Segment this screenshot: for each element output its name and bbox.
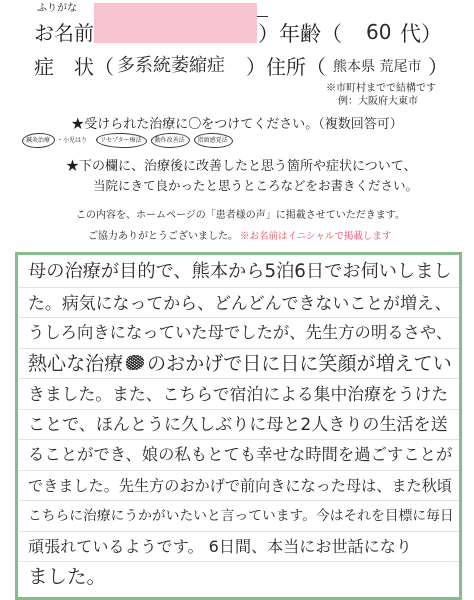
treatment-option-label: リセプター療法 [100,138,142,144]
treatment-option-label-wrap [26,138,50,144]
testimonial-line-text: た。病気になってから、どんどんできないことが増え、 [28,292,452,313]
age-label: ）年齢（ [258,23,342,46]
testimonial-line-text: 母の治療が目的で、熊本から5泊6日でお伺いしまし [28,261,452,282]
treatment-option-shinkyu [20,138,50,144]
selection-circle [22,132,56,148]
age-value: 60 [366,20,392,44]
testimonial-line [18,440,459,471]
name-label: お名前 [34,23,94,45]
treatment-prompt: ★受けられた治療に〇をつけてください。（複数回答可） [71,116,403,131]
bullet: ・ [57,138,64,144]
furigana-label: ふりがな [37,3,77,14]
address-label: ）住所（ [246,57,326,79]
testimonial-line-text: できました。先生方のおかげで前向きになった母は、また秋頃 [28,476,452,495]
treatment-option-label-wrap [100,138,142,144]
address-value: 熊本県 荒尾市 [333,59,422,75]
treatment-option-dosa-kaizen [149,138,185,144]
testimonial-line [18,532,459,563]
publication-notice: この内容を、ホームページの「患者様の声」に掲載させていただきます。 [76,210,405,221]
testimonial-line [18,349,459,380]
address-close-paren: ） [428,57,448,79]
testimonial-line-text: きました。また、こちらで宿泊による集中治療をうけた [28,384,449,404]
testimonial-line [18,288,459,319]
testimonial-line [18,410,459,441]
treatment-option-label: 指頭感覚法 [197,138,228,144]
testimonial-line-text: こちらに治療にうかがいたいと言っています。今はそれを目標に毎日 [28,508,454,524]
selection-circle [193,132,233,148]
selection-circle [150,133,189,149]
testimonial-line [18,257,459,288]
testimonial-line [18,471,459,502]
treatment-option-label-wrap [198,138,228,144]
treatment-option-shoni-hari [57,138,87,144]
treatment-option-label: 動作改善法 [154,138,185,144]
testimonial-line-text [28,349,452,380]
testimonial-text-after-correction: のおかげで日に日に笑顔が増えてい [147,352,452,375]
testimonial-line [18,318,459,349]
testimonial-line-text: うしろ向きになっていた母でしたが、先生方の明るさや、 [28,323,453,342]
testimonial-line-text: ことで、ほんとうに久しぶりに母と2人きりの生活を送 [28,414,448,435]
symptom-value: 多系統萎縮症 [117,55,225,76]
treatment-option-label-wrap [63,138,87,144]
treatment-option-receptor [94,138,142,144]
testimonial-line-text: 頑張れているようです。 6日間、本当にお世話になり [28,536,412,556]
testimonial-line [18,562,459,593]
symptom-label: 症 状（ [34,57,114,79]
testimonial-line-text: ました。 [28,565,107,588]
bullet: ・ [148,138,155,144]
treatment-option-shito-kankaku [192,138,228,144]
treatment-option-label: 小児はり [63,138,88,144]
bullet: ・ [191,138,198,144]
testimonial-line [18,501,459,532]
name-redaction-block [94,3,257,43]
initials-note: ※お名前はイニシャルで掲載します [240,231,392,242]
address-example: 例：大阪府大東市 [338,96,418,107]
selection-circle [96,132,147,148]
crossed-out-scribble [126,355,144,370]
treatment-options [20,138,228,144]
bullet: ・ [20,138,27,144]
instructions-line-1: ★下の欄に、治療後に改善したと思う箇所や症状について、 [66,158,417,173]
testimonial-line [18,379,459,410]
testimonial-line-text: ることができ、娘の私もとても幸せな時間を過ごすことが [28,445,453,464]
testimonial-box [15,252,462,600]
treatment-option-label: 鍼灸治療 [26,138,51,144]
thanks-message: ご協力ありがとうございました。 [88,231,238,242]
instructions-line-2: 当院にきて良かったと思うところなどをお書きください。 [93,179,419,193]
age-unit: 代） [400,23,442,46]
bullet: ・ [94,138,101,144]
address-note: ※市町村までで結構です [326,83,436,94]
treatment-option-label-wrap [155,138,185,144]
testimonial-text-before-correction: 熱心な治療 [28,352,124,375]
